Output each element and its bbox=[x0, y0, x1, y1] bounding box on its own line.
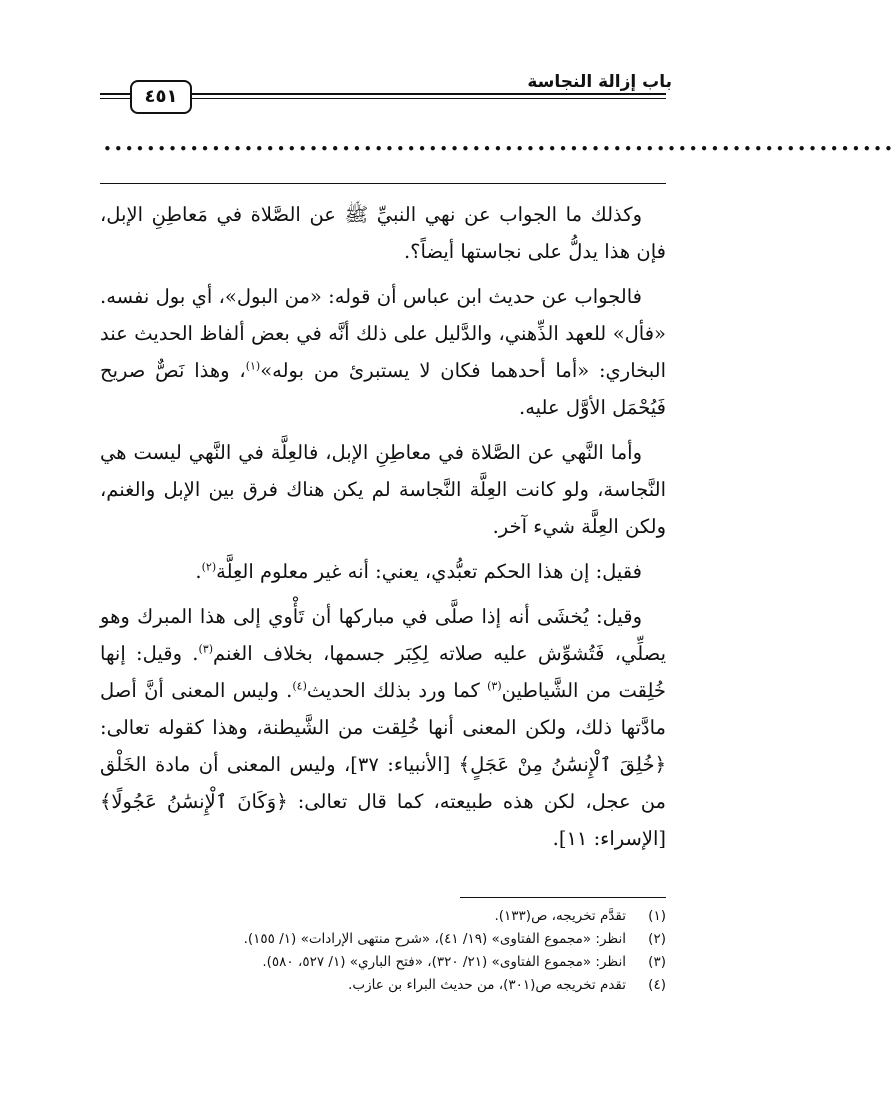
footnote: (٢) انظر: «مجموع الفتاوى» (١٩/ ٤١)، «شرح منتهى الإرادات» (١/ ١٥٥). bbox=[243, 931, 666, 947]
footnote-ref[interactable]: (١) bbox=[245, 359, 261, 373]
paragraph: وأما النَّهي عن الصَّلاة في معاطِنِ الإبل، فالعِلَّة في النَّهي ليست هي النَّجاسة، ولو كانت العِلَّة النَّجاسة لم يكن هناك فرق بين الإبل والغنم، ولكن العِلَّة شيء آخر. bbox=[100, 441, 666, 538]
footnote-rule bbox=[460, 897, 666, 898]
main-text bbox=[100, 196, 666, 865]
footnotes bbox=[100, 905, 666, 997]
paragraph: فقيل: إن هذا الحكم تعبُّدي، يعني: أنه غير معلوم العِلَّة$^{(٢)}$. bbox=[195, 560, 642, 583]
page-number: ٤٥١ bbox=[130, 80, 192, 114]
footnote-ref[interactable]: (٣) bbox=[487, 679, 502, 693]
footnote: (١) تقدَّم تخريجه، ص(١٣٣). bbox=[494, 908, 666, 924]
paragraph: وكذلك ما الجواب عن نهي النبيِّ ﷺ عن الصَّلاة في مَعاطِنِ الإبل، فإن هذا يدلُّ على نجاستها أيضاً؟. bbox=[100, 203, 666, 263]
footnote-ref[interactable]: (٤) bbox=[292, 679, 307, 693]
dotted-separator: ••••••••••••••••••••••••••••••••••••••••••••••••••••••••••••••••••••••••• bbox=[103, 140, 895, 158]
footnote-ref[interactable]: (٣) bbox=[198, 642, 213, 656]
top-rule bbox=[100, 183, 666, 184]
footnote: (٤) تقدم تخريجه ص(٣٠١)، من حديث البراء بن عازب. bbox=[348, 977, 666, 993]
paragraph: فالجواب عن حديث ابن عباس أن قوله: «من البول»، أي بول نفسه. «فأل» للعهد الذِّهني، والدَّليل على ذلك أنَّه في بعض ألفاظ الحديث عند البخاري: «أما أحدهما فكان لا يستبرئ من بوله»$^{(١)}$، وهذا نَصٌّ صريح فَيُحْمَل الأوَّل عليه. bbox=[100, 285, 666, 419]
footnote: (٣) انظر: «مجموع الفتاوى» (٢١/ ٣٢٠)، «فتح الباري» (١/ ٥٢٧، ٥٨٠). bbox=[262, 954, 666, 970]
paragraph: وقيل: يُخشَى أنه إذا صلَّى في مباركها أن تَأْوي إلى هذا المبرك وهو يصلِّي، فَتُشوِّش عليه صلاته لِكِبَر جسمها، بخلاف الغنم$^{(٣)}$. وقيل: إنها خُلِقت من الشَّياطين$^{(٣)}$ كما ورد بذلك الحديث$^{(٤)}$. وليس المعنى أنَّ أصل مادَّتها ذلك، ولكن المعنى أنها خُلِقت من الشَّيطنة، وهذا كقوله تعالى: ﴿خُلِقَ ٱلْإِنسَٰنُ مِنْ عَجَلٍ﴾ [الأنبياء: ٣٧]، وليس المعنى أن مادة الخَلْق من عجل، لكن هذه طبيعته، كما قال تعالى: ﴿وَكَانَ ٱلْإِنسَٰنُ عَجُولًا﴾ [الإسراء: ١١]. bbox=[100, 605, 666, 850]
footnote-ref[interactable]: (٢) bbox=[201, 560, 217, 574]
chapter-title: باب إزالة النجاسة bbox=[527, 72, 672, 92]
